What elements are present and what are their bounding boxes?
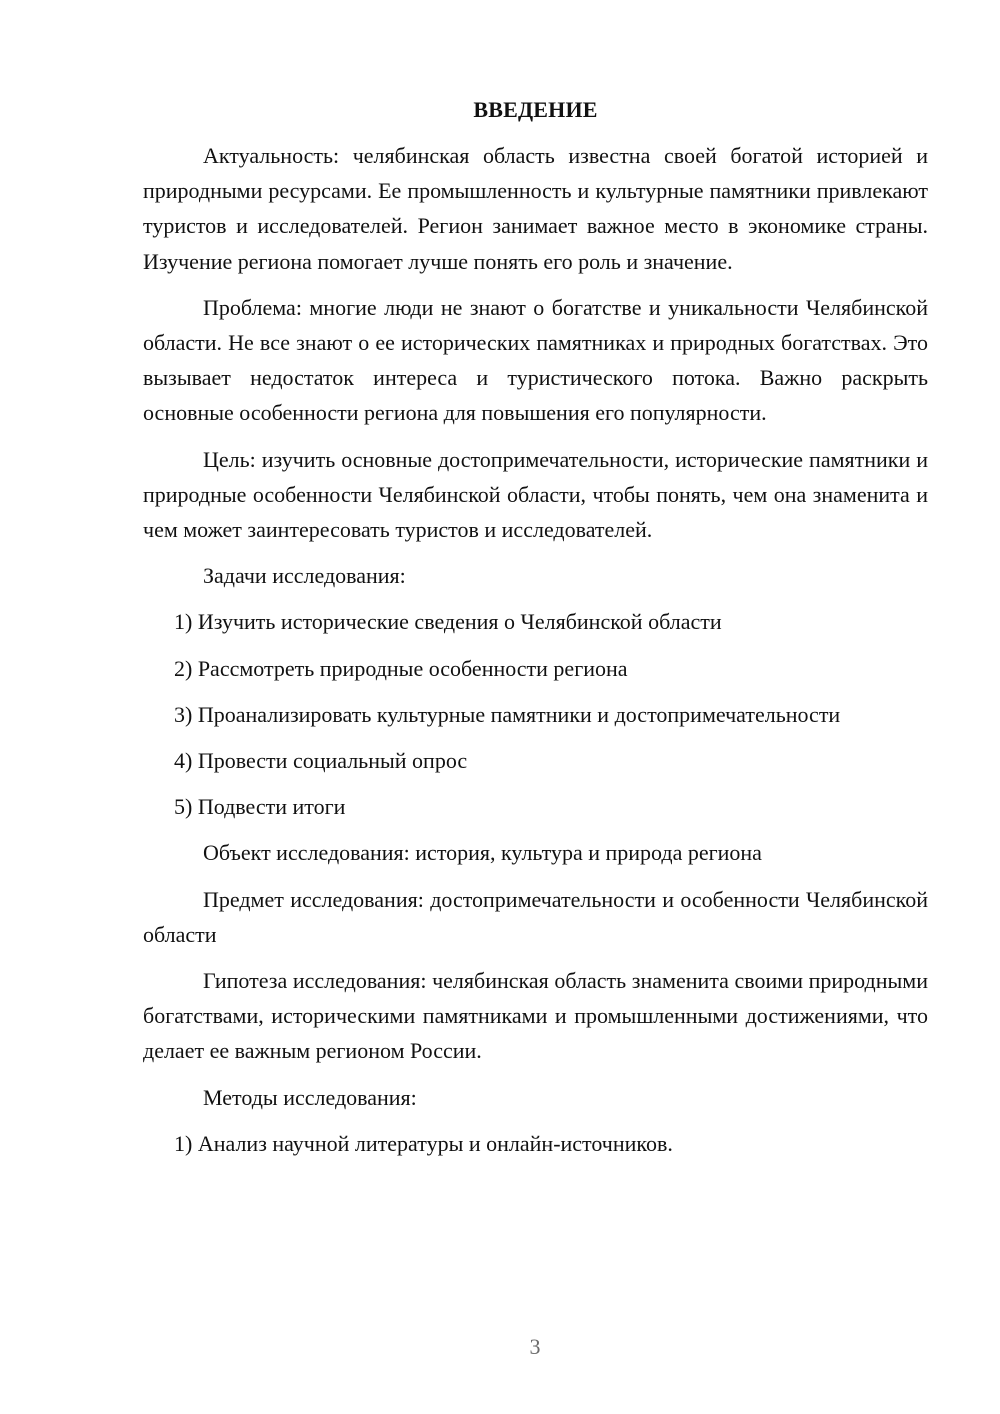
page-number: 3 [529, 1334, 541, 1359]
method-item-1: 1) Анализ научной литературы и онлайн-источников. [174, 1130, 673, 1156]
task-item-1: 1) Изучить исторические сведения о Челябинской области [174, 609, 722, 635]
subject-paragraph: Предмет исследования: достопримечательности и особенности Челябинской области [143, 886, 928, 947]
goal-paragraph: Цель: изучить основные достопримечательности, исторические памятники и природные особенности Челябинской области, чтобы понять, чем она знаменита и чем может заинтересовать туристов и исследователей. [143, 446, 928, 543]
task-item-5: 5) Подвести итоги [174, 794, 346, 820]
relevance-paragraph: Актуальность: челябинская область известна своей богатой историей и природными ресурсами. Ее промышленность и культурные памятники привлекают туристов и исследователей. Регион занимает важное место в экономике страны. Изучение региона помогает лучше понять его роль и значение. [143, 143, 928, 274]
methods-title: Методы исследования: [203, 1084, 417, 1110]
page-heading: ВВЕДЕНИЕ [473, 97, 598, 122]
task-item-3: 3) Проанализировать культурные памятники и достопримечательности [174, 701, 841, 727]
object-paragraph: Объект исследования: история, культура и природа региона [203, 840, 762, 866]
problem-paragraph: Проблема: многие люди не знают о богатстве и уникальности Челябинской области. Не все знают о ее исторических памятниках и природных богатствах. Это вызывает недостаток интереса и туристического потока. Важно раскрыть основные особенности региона для повышения его популярности. [143, 294, 928, 426]
text-column [143, 92, 928, 1172]
task-item-2: 2) Рассмотреть природные особенности региона [174, 655, 628, 681]
hypothesis-paragraph: Гипотеза исследования: челябинская область знаменита своими природными богатствами, историческими памятниками и промышленными достижениями, что делает ее важным регионом России. [143, 968, 928, 1064]
task-item-4: 4) Провести социальный опрос [174, 748, 468, 774]
tasks-title: Задачи исследования: [203, 563, 406, 589]
